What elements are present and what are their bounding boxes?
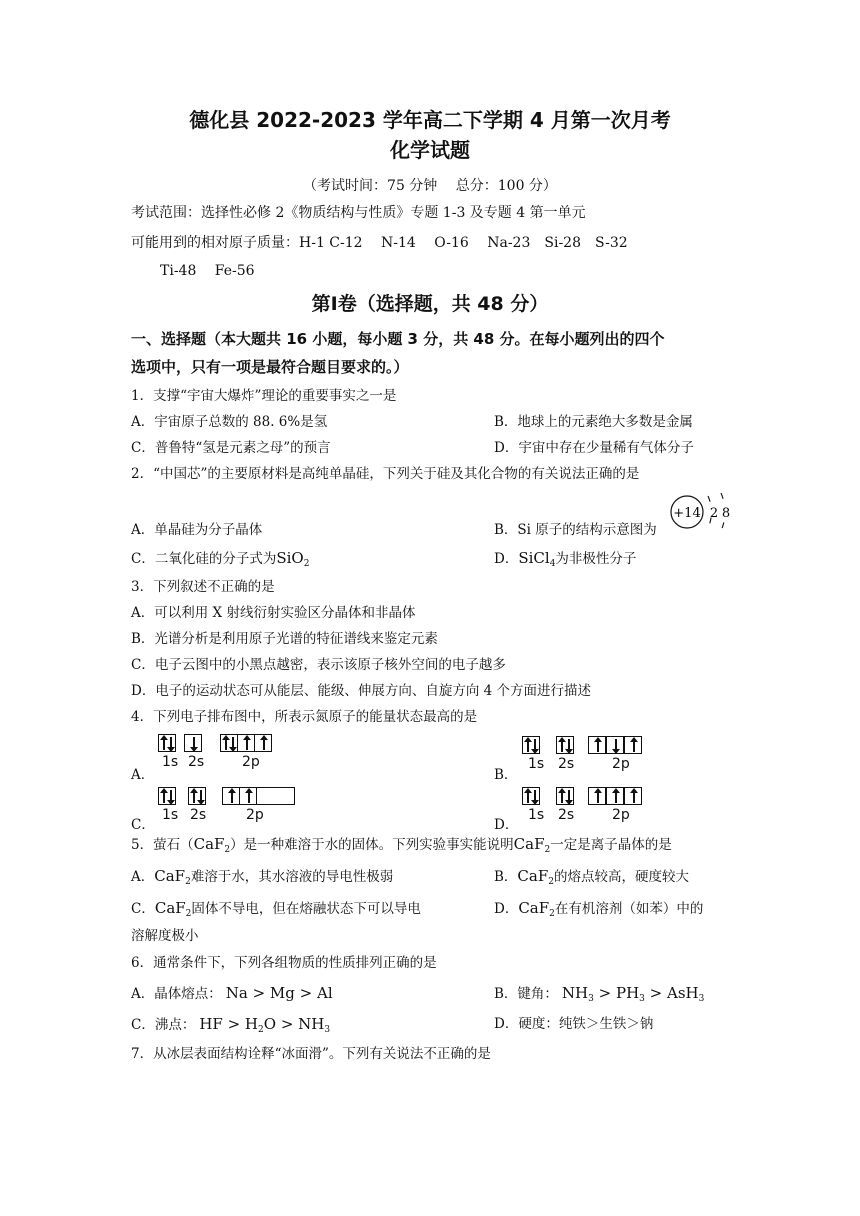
q3-option-c: C．电子云图中的小黑点越密，表示该原子核外空间的电子越多 xyxy=(131,657,506,673)
q4-option-b-letter: B． xyxy=(494,767,518,783)
q5-stem: 5．萤石（CaF$_2$）是一种难溶于水的固体。下列实验事实能说明CaF$_2$一定是离子晶体的是 xyxy=(131,835,672,855)
atomic-mass-line2: Ti-48 Fe-56 xyxy=(160,263,255,279)
orbital-box xyxy=(239,787,257,805)
atomic-mass-line1: 可能用到的相对原子质量：H-1 C-12 N-14 O-16 Na-23 Si-28 S-32 xyxy=(131,235,628,251)
orbital-box xyxy=(522,736,540,754)
orbital-box xyxy=(556,736,574,754)
q6-option-b: B．键角： $NH_3 > PH_3 > AsH_3$ xyxy=(494,984,705,1004)
q1-option-d: D．宇宙中存在少量稀有气体分子 xyxy=(494,440,694,456)
orbital-box xyxy=(624,787,642,805)
orbital-label-1s: 1s xyxy=(528,756,545,772)
q3-option-d: D．电子的运动状态可从能层、能级、伸展方向、自旋方向 4 个方面进行描述 xyxy=(131,683,591,699)
si-shell-1-count: 2 xyxy=(709,506,719,521)
q3-option-a: A．可以利用 X 射线衍射实验区分晶体和非晶体 xyxy=(131,605,416,621)
q5-option-d: D．CaF$_2$在有机溶剂（如苯）中的 xyxy=(494,899,704,919)
orbital-label-1s: 1s xyxy=(528,807,545,823)
exam-scope: 考试范围：选择性必修 2《物质结构与性质》专题 1-3 及专题 4 第一单元 xyxy=(131,205,586,221)
q4-stem: 4．下列电子排布图中，所表示氮原子的能量状态最高的是 xyxy=(131,709,478,725)
q1-stem: 1．支撑“宇宙大爆炸”理论的重要事实之一是 xyxy=(131,388,397,404)
orbital-box xyxy=(606,736,624,754)
q5-option-a: A．CaF$_2$难溶于水，其水溶液的导电性极弱 xyxy=(131,867,394,887)
orbital-box xyxy=(220,734,238,752)
q2-option-a: A．单晶硅为分子晶体 xyxy=(131,522,263,538)
si-shell-2-count: 8 xyxy=(721,506,731,521)
orbital-box xyxy=(624,736,642,754)
orbital-box xyxy=(222,787,240,805)
q1-option-b: B．地球上的元素绝大多数是金属 xyxy=(494,414,693,430)
q5-option-b: B．CaF$_2$的熔点较高，硬度较大 xyxy=(494,867,689,887)
exam-title: 德化县 2022-2023 学年高二下学期 4 月第一次月考 xyxy=(189,108,671,132)
orbital-box xyxy=(556,787,574,805)
exam-subtitle: 化学试题 xyxy=(390,138,470,162)
orbital-box xyxy=(158,787,176,805)
q7-stem: 7．从冰层表面结构诠释“冰面滑”。下列有关说法不正确的是 xyxy=(131,1046,491,1062)
q4-option-a-letter: A． xyxy=(131,767,155,783)
q3-option-b: B．光谱分析是利用原子光谱的特征谱线来鉴定元素 xyxy=(131,631,438,647)
orbital-box xyxy=(184,734,202,752)
orbital-box xyxy=(588,736,606,754)
q1-option-a: A．宇宙原子总数的 88. 6%是氢 xyxy=(131,414,328,430)
q6-option-d: D．硬度：纯铁＞生铁＞钠 xyxy=(494,1016,654,1032)
q2-option-c: C．二氧化硅的分子式为SiO$_2$ xyxy=(131,549,310,569)
orbital-box xyxy=(588,787,606,805)
part1-title: 第Ⅰ卷（选择题，共 48 分） xyxy=(311,293,549,315)
q2-option-d: D．SiCl$_4$为非极性分子 xyxy=(494,549,637,569)
si-atom-structure-diagram xyxy=(668,490,738,536)
orbital-label-2s: 2s xyxy=(188,754,205,770)
orbital-box xyxy=(158,734,176,752)
orbital-label-1s: 1s xyxy=(162,807,179,823)
orbital-box xyxy=(256,787,295,805)
orbital-box xyxy=(522,787,540,805)
orbital-box xyxy=(254,734,272,752)
q5-option-c: C．CaF$_2$固体不导电，但在熔融状态下可以导电 xyxy=(131,899,421,919)
section1-instructions-line2: 选项中，只有一项是最符合题目要求的。） xyxy=(131,358,409,376)
orbital-box xyxy=(606,787,624,805)
q1-option-c: C．普鲁特“氢是元素之母”的预言 xyxy=(131,440,331,456)
orbital-label-2s: 2s xyxy=(558,756,575,772)
orbital-label-2s: 2s xyxy=(558,807,575,823)
orbital-label-2p: 2p xyxy=(246,807,264,823)
orbital-box xyxy=(237,734,255,752)
q4-option-d-letter: D． xyxy=(494,817,519,833)
orbital-label-2s: 2s xyxy=(190,807,207,823)
exam-time-info: （考试时间：75 分钟 总分：100 分） xyxy=(303,178,557,194)
section1-instructions-line1: 一、选择题（本大题共 16 小题，每小题 3 分，共 48 分。在每小题列出的四个 xyxy=(131,330,665,348)
q3-stem: 3．下列叙述不正确的是 xyxy=(131,579,275,595)
q5-option-d-continuation: 溶解度极小 xyxy=(131,928,199,944)
q6-option-a: A．晶体熔点： Na > Mg > Al xyxy=(131,984,333,1002)
q6-stem: 6．通常条件下，下列各组物质的性质排列正确的是 xyxy=(131,955,437,971)
q2-option-b: B．Si 原子的结构示意图为 xyxy=(494,522,657,538)
orbital-label-1s: 1s xyxy=(162,754,179,770)
q4-option-c-letter: C． xyxy=(131,817,155,833)
orbital-label-2p: 2p xyxy=(612,756,630,772)
orbital-label-2p: 2p xyxy=(242,754,260,770)
si-nucleus-charge: +14 xyxy=(673,506,701,521)
q2-stem: 2．“中国芯”的主要原材料是高纯单晶硅，下列关于硅及其化合物的有关说法正确的是 xyxy=(131,466,640,482)
orbital-box xyxy=(188,787,206,805)
q6-option-c: C．沸点： HF > $H_2O > NH_3$ xyxy=(131,1015,331,1035)
orbital-label-2p: 2p xyxy=(612,807,630,823)
